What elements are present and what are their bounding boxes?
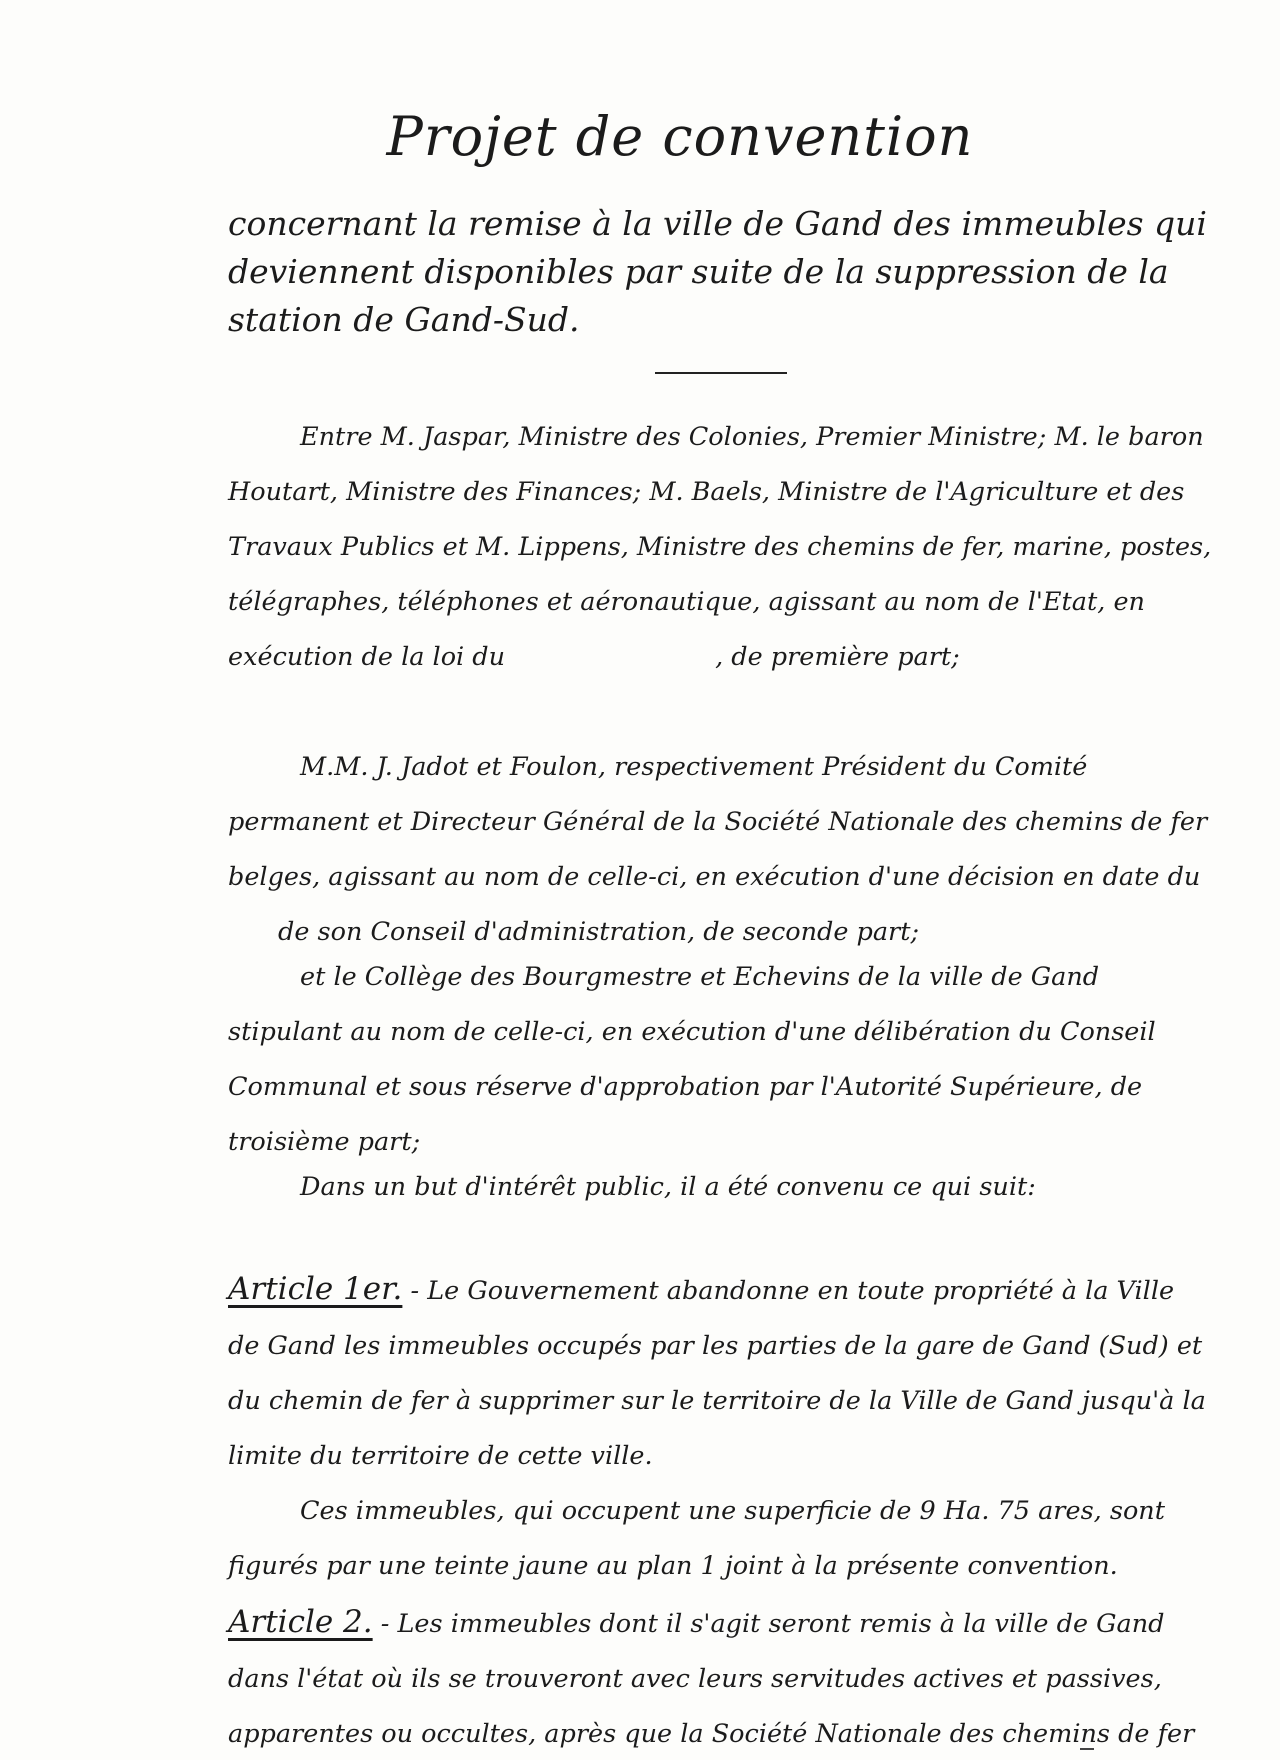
article-2	[228, 1595, 1213, 1762]
scan-mark	[1080, 1748, 1094, 1750]
paragraph-parties-sncb-end: de son Conseil d'administration, de seconde part;	[278, 917, 920, 947]
article-1-text: - Le Gouvernement abandonne en toute propriété à la Ville de Gand les immeubles occupés par les parties de la gare de Gand (Sud) et du chemin de fer à supprimer sur le territoire de la Ville de Gand jusqu'à la limite du territoire de cette ville.	[228, 1276, 1206, 1471]
agreement-intro: Dans un but d'intérêt public, il a été convenu ce qui suit:	[300, 1172, 1036, 1202]
article-2-label: Article 2.	[228, 1604, 373, 1640]
article-2-text: - Les immeubles dont il s'agit seront remis à la ville de Gand dans l'état où ils se trouveront avec leurs servitudes actives et passives, apparentes ou occultes, après que la Société Nationale des chemins de fer	[228, 1609, 1195, 1749]
article-1-paragraph-2: Ces immeubles, qui occupent une superficie de 9 Ha. 75 ares, sont figurés par une teinte jaune au plan 1 joint à la présente convention.	[228, 1496, 1165, 1581]
paragraph-parties-sncb	[228, 740, 1213, 960]
document-subtitle: concernant la remise à la ville de Gand des immeubles qui deviennent disponibles par suite de la suppression de la station de Gand-Sud.	[228, 204, 1207, 339]
article-1	[228, 1262, 1213, 1484]
paragraph-parties-state	[228, 410, 1213, 685]
paragraph-parties-city: et le Collège des Bourgmestre et Echevins de la ville de Gand stipulant au nom de celle-ci, en exécution d'une délibération du Conseil Communal et sous réserve d'approbation par l'Autorité Supérieure, de troisième part;	[228, 962, 1156, 1157]
document-title: Projet de convention	[386, 105, 974, 168]
title-divider	[655, 372, 787, 374]
paragraph-parties-state-text: Entre M. Jaspar, Ministre des Colonies, Premier Ministre; M. le baron Houtart, Ministre des Finances; M. Baels, Ministre de l'Agriculture et des Travaux Publics et M. Lippens, Ministre des chemins de fer, marine, postes, télégraphes, téléphones et aéronautique, agissant au nom de l'Etat, en exécution de la loi du	[228, 422, 1212, 672]
paragraph-parties-sncb-text: M.M. J. Jadot et Foulon, respectivement Président du Comité permanent et Directeur Général de la Société Nationale des chemins de fer belges, agissant au nom de celle-ci, en exécution d'une décision en date du	[228, 752, 1208, 892]
paragraph-parties-state-end: , de première part;	[715, 642, 960, 672]
article-1-label: Article 1er.	[228, 1271, 403, 1307]
